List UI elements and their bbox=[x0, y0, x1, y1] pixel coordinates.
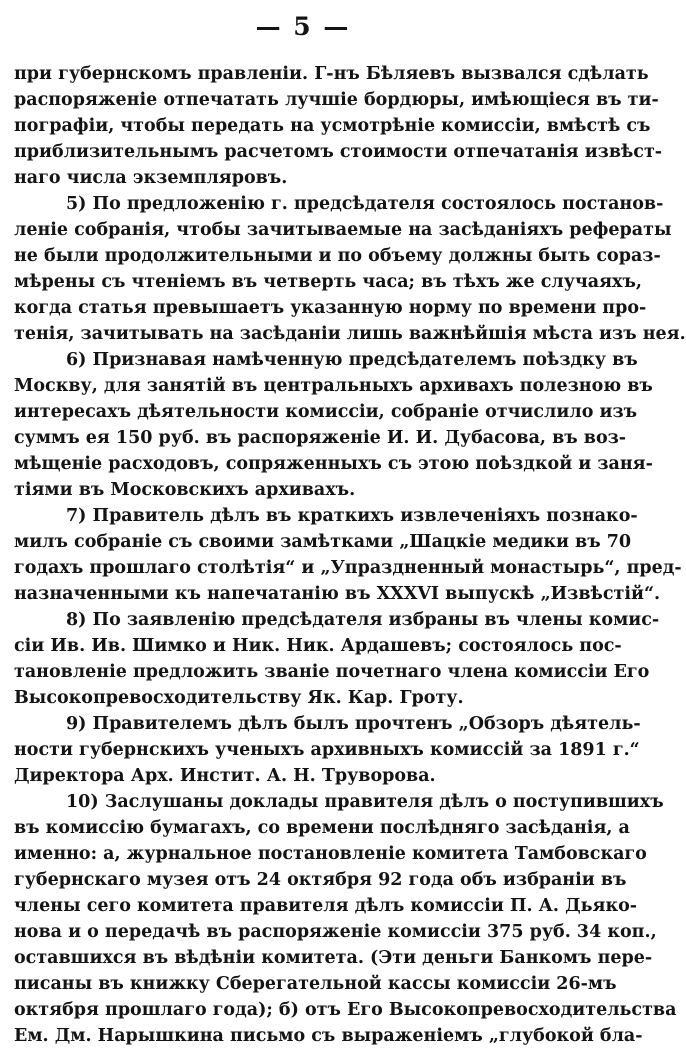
text-line: 8) По заявленію предсѣдателя избраны въ члены комис- bbox=[66, 610, 660, 630]
text-line: нова и о передачѣ въ распоряженіе комиссіи 375 руб. 34 коп., bbox=[14, 922, 657, 942]
text-line: 7) Правитель дѣлъ въ краткихъ извлеченіяхъ познако- bbox=[66, 506, 638, 526]
book-page bbox=[14, 0, 686, 1046]
text-line: тенія, зачитывать на засѣданіи лишь важнѣйшія мѣста изъ нея. bbox=[14, 324, 686, 344]
text-line: мѣщеніе расходовъ, сопряженныхъ съ этою поѣздкой и заня- bbox=[14, 454, 653, 474]
text-line: тановленіе предложить званіе почетнаго члена комиссіи Его bbox=[14, 662, 650, 682]
text-line: милъ собраніе съ своими замѣтками „Шацкіе медики въ 70 bbox=[14, 532, 632, 552]
text-line: сіи Ив. Ив. Шимко и Ник. Ник. Ардашевъ; состоялось пос- bbox=[14, 636, 622, 656]
text-line: назначенными къ напечатанію въ XXXVI выпускѣ „Извѣстій“. bbox=[14, 584, 661, 604]
text-line: Ем. Дм. Нарышкина письмо съ выраженіемъ „глубокой бла- bbox=[14, 1026, 643, 1046]
text-line: оставшихся въ вѣдѣніи комитета. (Эти деньги Банкомъ пере- bbox=[14, 948, 653, 968]
text-line: тіями въ Московскихъ архивахъ. bbox=[14, 480, 356, 500]
text-line: леніе собранія, чтобы зачитываемые на засѣданіяхъ рефераты bbox=[14, 220, 672, 240]
text-line: мѣрены съ чтеніемъ въ четверть часа; въ тѣхъ же случаяхъ, bbox=[14, 272, 642, 292]
text-line: 6) Признавая намѣченную предсѣдателемъ поѣздку въ bbox=[66, 350, 638, 370]
text-line: не были продолжительными и по объему должны быть сораз- bbox=[14, 246, 661, 266]
text-line: приблизительнымъ расчетомъ стоимости отпечатанія извѣст- bbox=[14, 142, 663, 162]
text-line: писаны въ книжку Сберегательной кассы комиссіи 26-мъ bbox=[14, 974, 617, 994]
text-line: годахъ прошлаго столѣтія“ и „Упраздненный монастырь“, пред- bbox=[14, 558, 682, 578]
text-line: ности губернскихъ ученыхъ архивныхъ комиссій за 1891 г.“ bbox=[14, 740, 640, 760]
text-line: именно: а, журнальное постановленіе комитета Тамбовскаго bbox=[14, 844, 647, 864]
text-line: Высокопревосходительству Як. Кар. Гроту. bbox=[14, 688, 464, 708]
text-line: Москву, для занятій въ центральныхъ архивахъ полезною въ bbox=[14, 376, 653, 396]
text-line: октября прошлаго года); б) отъ Его Высокопревосходительства bbox=[14, 1000, 677, 1020]
page-number: — 5 — bbox=[255, 12, 351, 41]
text-line: 5) По предложенію г. предсѣдателя состоялось постанов- bbox=[66, 194, 664, 214]
text-line: Директора Арх. Инстит. А. Н. Труворова. bbox=[14, 766, 436, 786]
text-line: при губернскомъ правленіи. Г-нъ Бѣляевъ вызвался сдѣлать bbox=[14, 64, 649, 84]
text-line: члены сего комитета правителя дѣлъ комиссіи П. А. Дьяко- bbox=[14, 896, 638, 916]
text-line: пографіи, чтобы передать на усмотрѣніе комиссіи, вмѣстѣ съ bbox=[14, 116, 651, 136]
text-line: распоряженіе отпечатать лучшіе бордюры, имѣющіеся въ ти- bbox=[14, 90, 659, 110]
text-line: наго числа экземпляровъ. bbox=[14, 168, 288, 188]
text-line: 10) Заслушаны доклады правителя дѣлъ о поступившихъ bbox=[66, 792, 664, 812]
text-line: интересахъ дѣятельности комиссіи, собраніе отчислило изъ bbox=[14, 402, 638, 422]
text-line: губернскаго музея отъ 24 октября 92 года объ избраніи въ bbox=[14, 870, 627, 890]
text-line: 9) Правителемъ дѣлъ былъ прочтенъ „Обзоръ дѣятель- bbox=[66, 714, 641, 734]
text-line: въ комиссію бумагахъ, со времени послѣдняго засѣданія, а bbox=[14, 818, 630, 838]
text-line: суммъ ея 150 руб. въ распоряженіе И. И. Дубасова, въ воз- bbox=[14, 428, 627, 448]
text-line: когда статья превышаетъ указанную норму по времени про- bbox=[14, 298, 647, 318]
